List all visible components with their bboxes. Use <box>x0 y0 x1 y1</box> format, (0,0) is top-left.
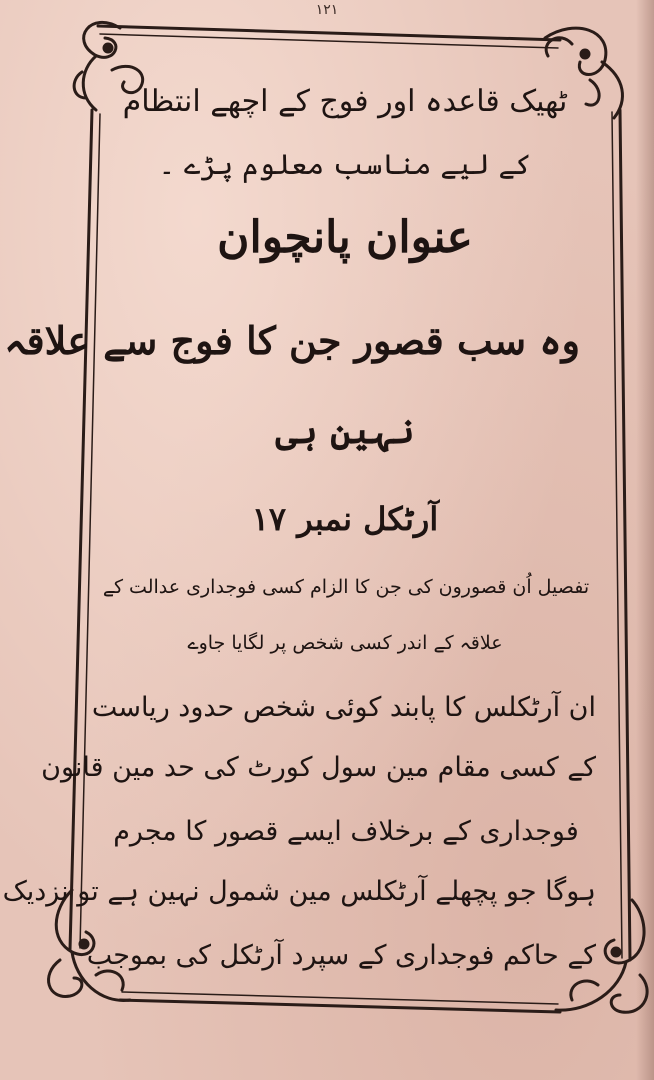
page-number: ۱۲۱ <box>315 2 339 18</box>
body-line: کے کسی مقام مین سول کورٹ کی حد مین قانون <box>41 752 596 783</box>
article-description-line-2: علاقہ کے اندر کسی شخص پر لگایا جاوے <box>187 632 503 654</box>
section-heading: عنوان پانچوان <box>217 212 473 263</box>
text-line-1: ٹھیک قاعدہ اور فوج کے اچھے انتظام <box>122 84 568 119</box>
body-line: ان آرٹکلس کا پابند کوئی شخص حدود ریاست <box>91 692 596 723</box>
body-line: فوجداری کے برخلاف ایسے قصور کا مجرم <box>113 816 579 847</box>
article-number: آرٹکل نمبر ۱۷ <box>251 500 439 538</box>
body-line: ہوگا جو پچھلے آرٹکلس مین شمول نہین ہے تو نزدیک <box>2 876 596 907</box>
text-line-2: کے لیے مناسب معلوم پڑے ۔ <box>158 148 532 181</box>
article-description-line-1: تفصیل اُن قصورون کی جن کا الزام کسی فوجداری عدالت کے <box>102 576 590 598</box>
section-subtitle-line-2: نہین ہی <box>275 410 415 452</box>
body-line: کے حاکم فوجداری کے سپرد آرٹکل کی بموجب <box>86 940 596 971</box>
section-subtitle-line-1: وہ سب قصور جن کا فوج سے علاقہ <box>4 318 580 363</box>
